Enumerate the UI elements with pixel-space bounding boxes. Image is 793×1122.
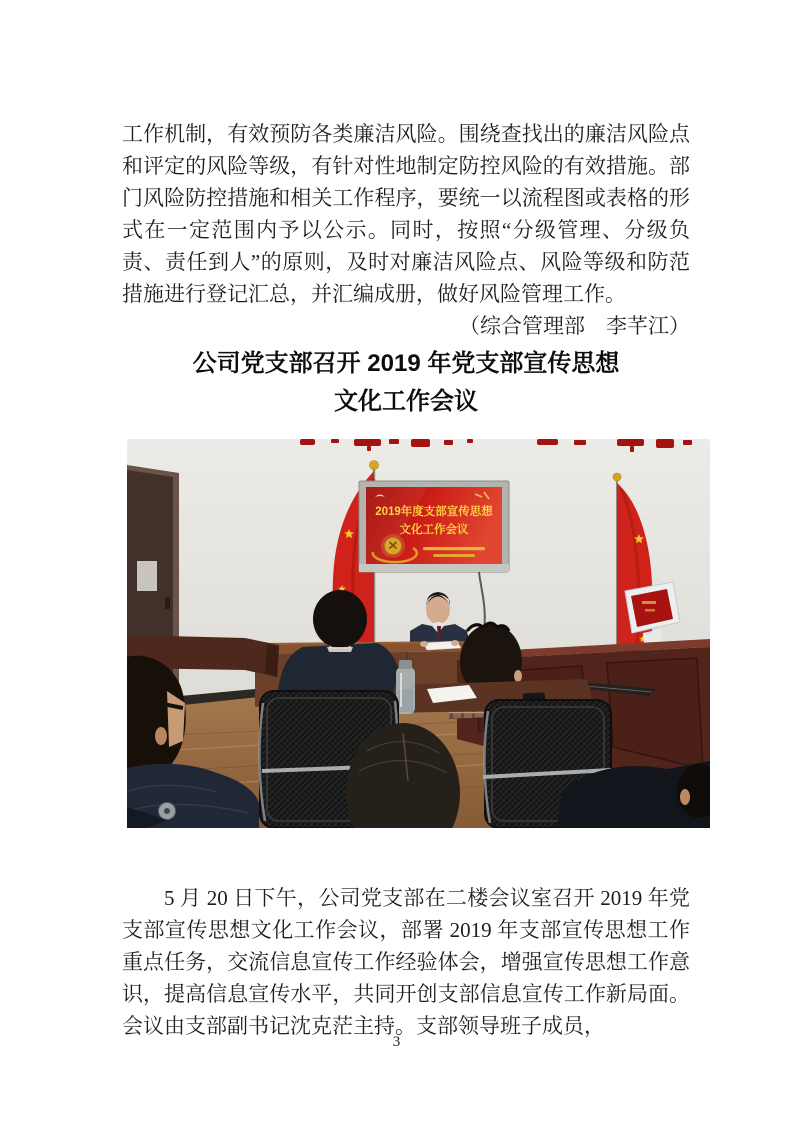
meeting-photo-graphic [127, 439, 710, 828]
article-title-line2: 文化工作会议 [334, 388, 478, 415]
page-number: 3 [392, 1034, 401, 1050]
article-body-paragraph: 5 月 20 日下午，公司党支部在二楼会议室召开 2019 年党支部宣传思想文化工作会议，部署 2019 年支部宣传思想工作重点任务，交流信息宣传工作经验体会，增强宣传思想工作意识，提高信息宣传水平，共同开创支部信息宣传工作新局面。会议由支部副书记沈克茫主持。支部领导班子成员， [122, 886, 690, 1038]
previous-article-paragraph [122, 118, 690, 342]
article-title-line1: 公司党支部召开 2019 年党支部宣传思想 [192, 350, 620, 377]
meeting-photo [127, 439, 710, 828]
previous-article-text: 工作机制，有效预防各类廉洁风险。围绕查找出的廉洁风险点和评定的风险等级，有针对性地制定防控风险的有效措施。部门风险防控措施和相关工作程序，要统一以流程图或表格的形式在一定范围内予以公示。同时，按照“分级管理、分级负责、责任到人”的原则，及时对廉洁风险点、风险等级和防范措施进行登记汇总，并汇编成册，做好风险管理工作。 [122, 122, 690, 306]
article-title [122, 345, 690, 421]
article-attribution: （综合管理部 李芊江） [459, 314, 690, 338]
slide-title-line1: 2019年度支部宣传思想 [375, 506, 493, 518]
slide-title-line2: 文化工作会议 [399, 524, 469, 536]
